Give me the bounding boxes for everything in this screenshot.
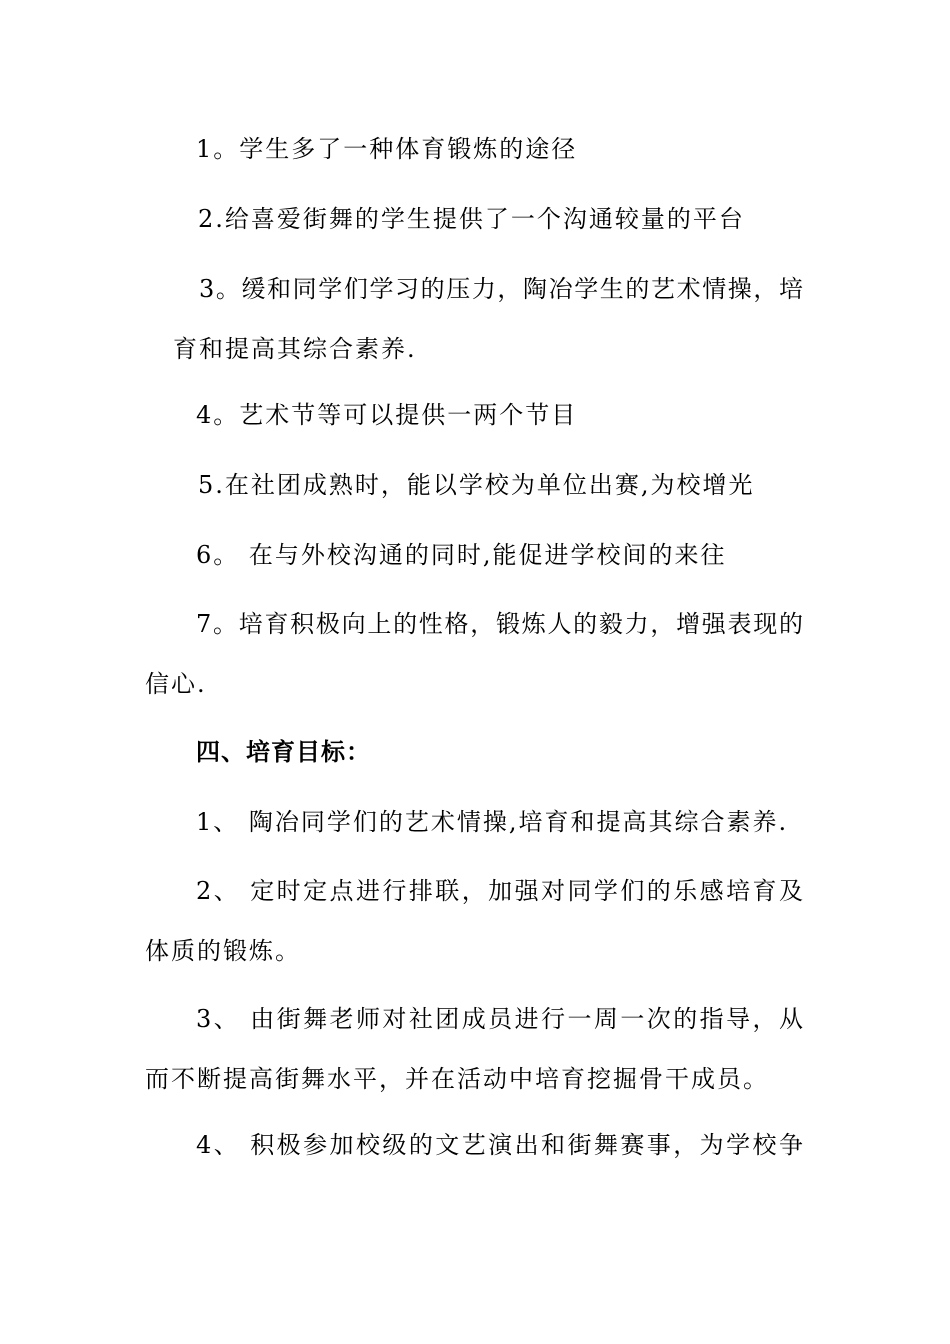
goal-item-3-line-2: 而不断提高街舞水平，并在活动中培育挖掘骨干成员。 (145, 1065, 769, 1093)
benefit-item-3-line-2: 育和提高其综合素养. (173, 335, 417, 363)
goal-item-2-line-2: 体质的锻炼。 (145, 937, 301, 965)
goal-item-2-line-1: 2、 定时定点进行排联，加强对同学们的乐感培育及 (196, 877, 803, 905)
section-heading: 四、培育目标： (196, 738, 371, 766)
benefit-item-2: 2.给喜爱街舞的学生提供了一个沟通较量的平台 (198, 205, 745, 233)
benefit-item-4: 4。艺术节等可以提供一两个节目 (196, 401, 578, 429)
benefit-item-1: 1。学生多了一种体育锻炼的途径 (196, 135, 578, 163)
goal-item-4-line-1: 4、 积极参加校级的文艺演出和街舞赛事，为学校争 (196, 1131, 803, 1159)
goal-item-1: 1、 陶冶同学们的艺术情操,培育和提高其综合素养. (196, 808, 789, 836)
benefit-item-7-line-2: 信心. (145, 670, 207, 698)
benefit-item-7-line-1: 7。培育积极向上的性格，锻炼人的毅力，增强表现的 (196, 610, 803, 638)
benefit-item-5: 5.在社团成熟时，能以学校为单位出赛,为校增光 (198, 471, 755, 499)
benefit-item-3-line-1: 3。缓和同学们学习的压力，陶冶学生的艺术情操，培 (199, 275, 803, 303)
goal-item-3-line-1: 3、 由街舞老师对社团成员进行一周一次的指导，从 (196, 1005, 803, 1033)
benefit-item-6: 6。 在与外校沟通的同时,能促进学校间的来往 (196, 541, 727, 569)
